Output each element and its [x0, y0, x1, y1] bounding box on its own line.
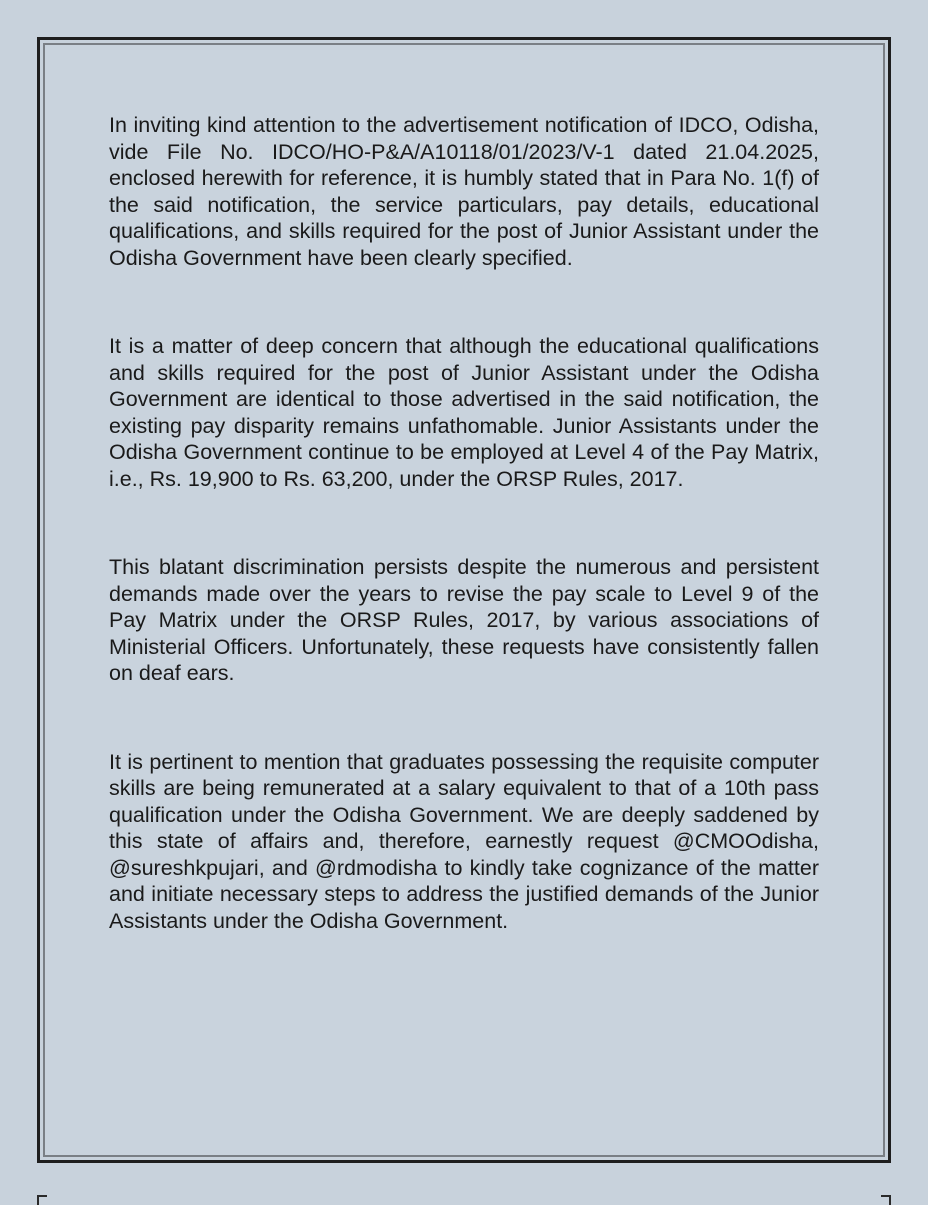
crop-mark-bottom-left: [37, 1195, 47, 1205]
crop-mark-bottom-right: [881, 1195, 891, 1205]
paragraph-pay-disparity: It is a matter of deep concern that although the educational qualifications and skills required for the post of Junior Assistant under the Odisha Government are identical to those advertised in the said notification, the existing pay disparity remains unfathomable. Junior Assistants under the Odisha Government continue to be employed at Level 4 of the Pay Matrix, i.e., Rs. 19,900 to Rs. 63,200, under the ORSP Rules, 2017.: [109, 334, 819, 491]
paragraph-discrimination: This blatant discrimination persists despite the numerous and persistent demands made over the years to revise the pay scale to Level 9 of the Pay Matrix under the ORSP Rules, 2017, by various associations of Ministerial Officers. Unfortunately, these requests have consistently fallen on deaf ears.: [109, 555, 819, 685]
paragraph-idco-notification: In inviting kind attention to the advertisement notification of IDCO, Odisha, vide File No. IDCO/HO-P&A/A10118/01/2023/V-1 dated 21.04.2025, enclosed herewith for reference, it is humbly stated that in Para No. 1(f) of the said notification, the service particulars, pay details, educational qualifications, and skills required for the post of Junior Assistant under the Odisha Government have been clearly specified.: [109, 113, 819, 270]
document-body: [109, 112, 819, 996]
paragraph-request: It is pertinent to mention that graduates possessing the requisite computer skills are being remunerated at a salary equivalent to that of a 10th pass qualification under the Odisha Government. We are deeply saddened by this state of affairs and, therefore, earnestly request @CMOOdisha, @sureshkpujari, and @rdmodisha to kindly take cognizance of the matter and initiate necessary steps to address the justified demands of the Junior Assistants under the Odisha Government.: [109, 749, 819, 933]
